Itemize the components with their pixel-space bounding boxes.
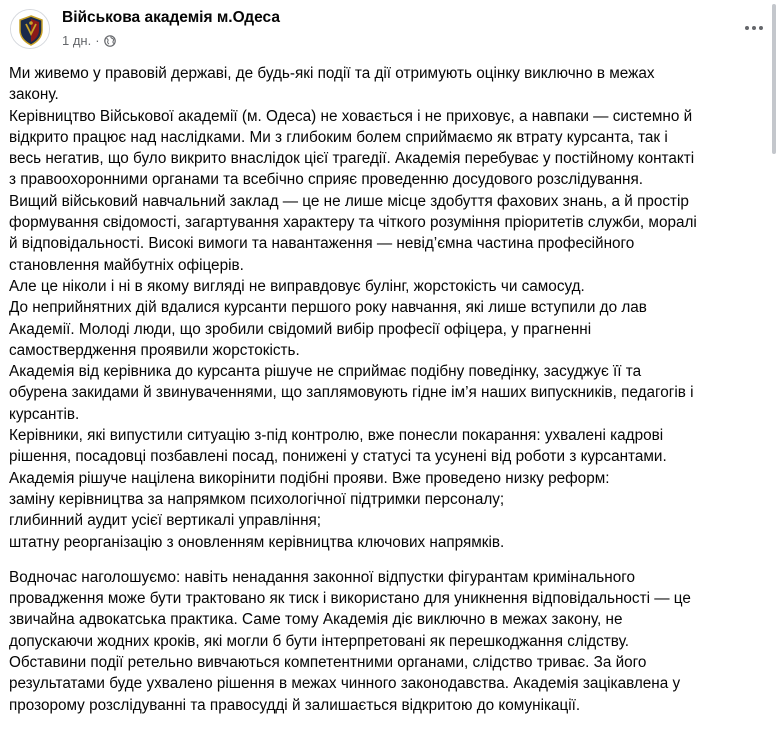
post-text-line: закону.	[9, 86, 59, 104]
post-text-line: Обставини події ретельно вивчаються компетентними органами, слідство триває. За його	[9, 654, 647, 672]
globe-icon[interactable]	[104, 35, 116, 47]
post-text-line: Академія від керівника до курсанта рішуче не сприймає подібну поведінку, засуджує її та	[9, 363, 642, 381]
post-text-line: самоствердження проявили жорстокість.	[9, 341, 300, 359]
post-text-line: допускаючи жодних кроків, які могли б бути інтерпретовані як перешкоджання слідству.	[9, 632, 629, 650]
post-text-line: Керівники, які випустили ситуацію з-під контролю, вже понесли покарання: ухвалені кадрові	[9, 427, 664, 445]
post-text-line: Ми живемо у правовій державі, де будь-які події та дії отримують оцінку виключно в межах	[9, 65, 655, 82]
post-timestamp[interactable]: 1 дн.	[62, 33, 92, 48]
post-text-line: Керівництво Військової академії (м. Одеса) не ховається і не приховує, а навпаки — системно й	[9, 107, 693, 125]
scrollbar[interactable]	[771, 0, 777, 752]
post-paragraph-main	[9, 63, 769, 553]
post-text-line: весь негатив, що було викрито внаслідок цієї трагедії. Академія перебуває у постійному контакті	[9, 150, 695, 168]
meta-separator: ·	[95, 33, 100, 48]
more-options-icon	[745, 26, 749, 30]
post-text-line: обурена закидами й звинуваченнями, що заплямовують гідне ім’я наших випускників, педагогів і	[9, 384, 694, 402]
post-text-line: результатами буде ухвалено рішення в межах чинного законодавства. Академія зацікавлена у	[9, 675, 681, 693]
post-text-line: провадження може бути трактовано як тиск і використано для уникнення відповідальності — це	[9, 590, 691, 608]
post-text-line: До неприйнятних дій вдалися курсанти першого року навчання, які лише вступили до лав	[9, 299, 647, 317]
post-text-line: штатну реорганізацію з оновленням керівництва ключових напрямків.	[9, 533, 505, 551]
post-text-line: Водночас наголошуємо: навіть ненадання законної відпустки фігурантам кримінального	[9, 568, 635, 586]
post-paragraph-closing	[9, 567, 769, 716]
post-text-line: Але це ніколи і ні в якому вигляді не виправдовує булінг, жорстокість чи самосуд.	[9, 277, 585, 295]
post-text-line: Вищий військовий навчальний заклад — це не лише місце здобуття фахових знань, а й простір	[9, 192, 689, 210]
post-header	[0, 0, 777, 60]
academy-emblem-icon	[11, 10, 50, 49]
post-text-line: звичайна адвокатська практика. Саме тому Академія діє виключно в межах закону, не	[9, 611, 623, 629]
post-text-line: з правоохоронними органами та всебічно сприяє проведенню досудового розслідування.	[9, 171, 644, 189]
post-text-line: курсантів.	[9, 405, 80, 423]
post-text-line: Академія рішуче націлена викорінити подібні прояви. Вже проведено низку реформ:	[9, 469, 610, 487]
page-name-link[interactable]: Військова академія м.Одеса	[62, 9, 280, 26]
post-text-line: відкрито працює над наслідками. Ми з глибоким болем сприймаємо як втрату курсанта, так і	[9, 128, 668, 146]
more-options-icon-dot	[759, 26, 763, 30]
post-text-line: глибинний аудит усієї вертикалі управління;	[9, 512, 322, 530]
more-options-button[interactable]	[736, 10, 772, 46]
post-text-line: заміну керівництва за напрямком психологічної підтримки персоналу;	[9, 490, 505, 508]
more-options-icon-dot	[752, 26, 756, 30]
post-text-line: рішення, посадовці позбавлені посад, понижені у статусі та усунені від роботи з курсантами.	[9, 448, 667, 466]
post-body	[9, 63, 769, 716]
post-text-line: Академії. Молоді люди, що зробили свідомий вибір професії офіцера, у прагненні	[9, 320, 592, 338]
scrollbar-thumb[interactable]	[772, 4, 776, 154]
page-avatar[interactable]	[10, 9, 50, 49]
post-meta	[62, 33, 116, 48]
post-text-line: й відповідальності. Високі вимоги та навантаження — невід’ємна частина професійного	[9, 235, 635, 253]
post-text-line: прозорому розслідуванні та правосудді й залишається відкритою до комунікації.	[9, 696, 581, 714]
post-text-line: формування свідомості, загартування характеру та чіткого розуміння пріоритетів служби, моралі	[9, 214, 697, 232]
post-text-line: становлення майбутніх офіцерів.	[9, 256, 244, 274]
